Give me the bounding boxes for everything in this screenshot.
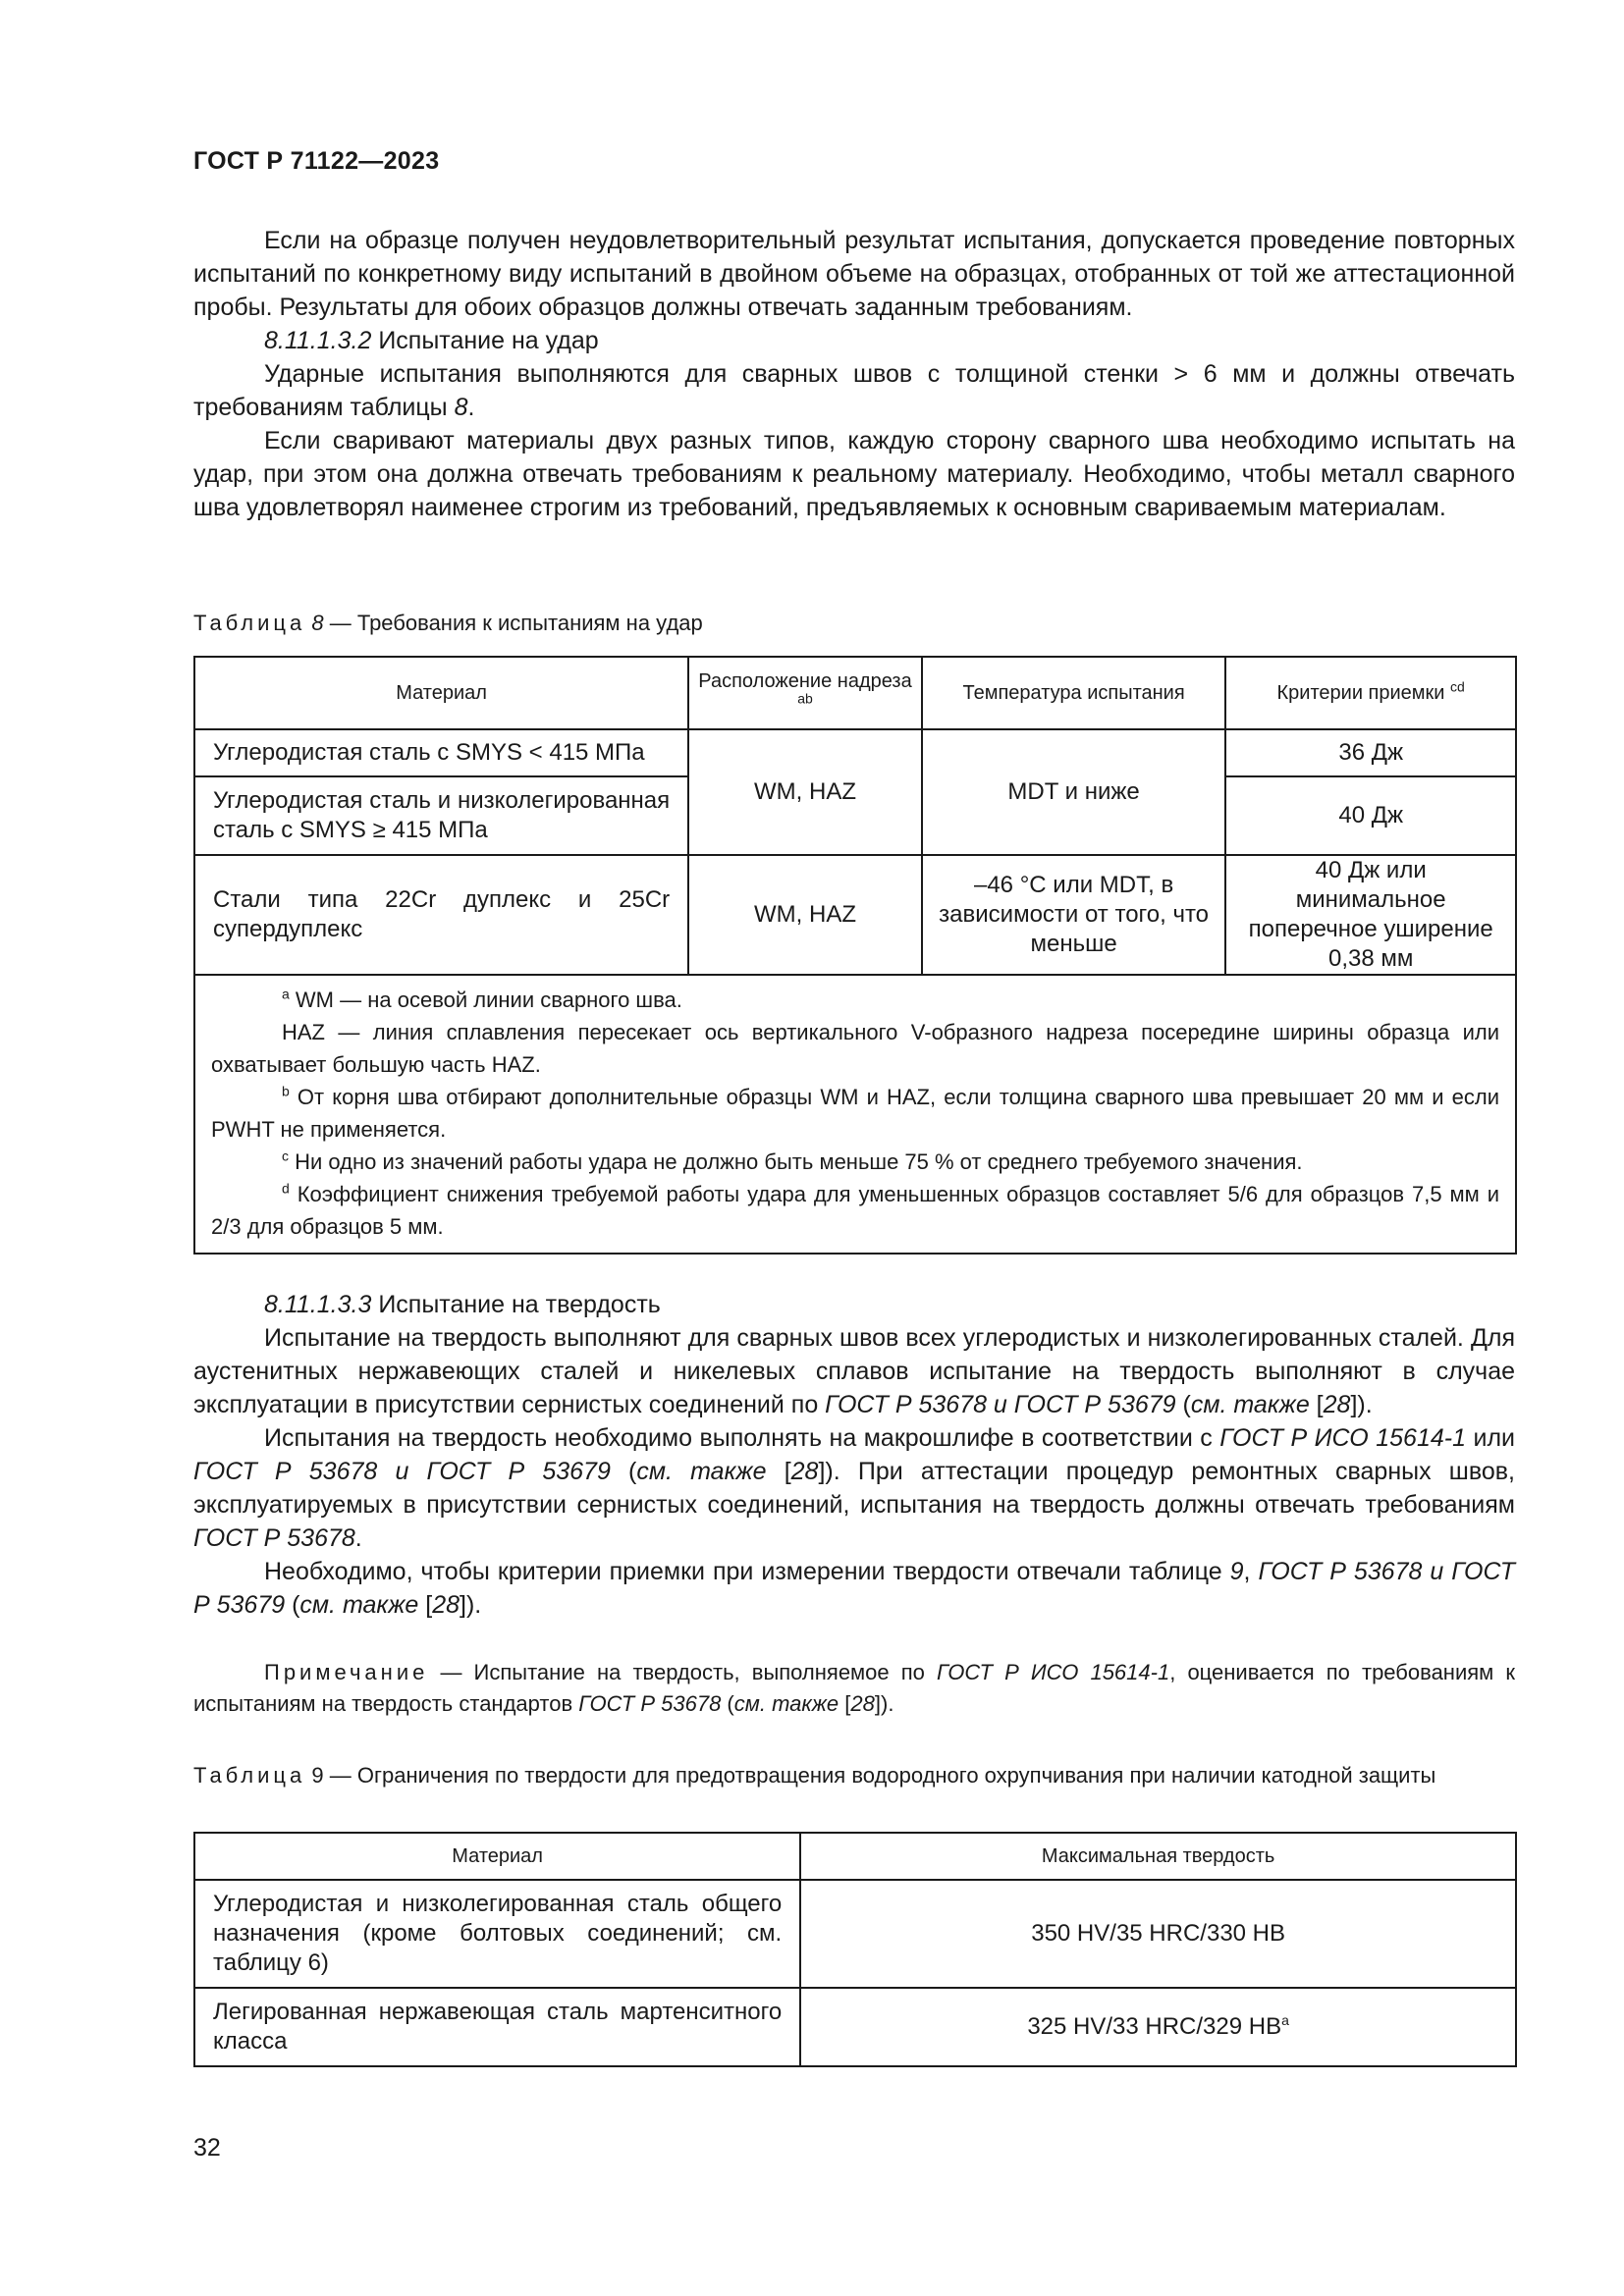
cell-temperature: –46 °С или MDT, в зависимости от того, что меньше — [922, 855, 1226, 975]
text-run: [ — [839, 1691, 851, 1716]
footnote-mark: b — [282, 1083, 290, 1099]
header-text: Расположение надреза — [698, 670, 912, 692]
header-notch — [688, 657, 922, 729]
caption-word: Таблица — [193, 611, 306, 635]
text-run: , оценивается по требованиям к испытаниям на твердость стандартов — [193, 1660, 1516, 1716]
footnote-mark: cd — [1450, 678, 1465, 695]
cell-temperature: MDT и ниже — [922, 729, 1226, 855]
footnote-text: WM — на осевой линии сварного шва. — [289, 988, 682, 1012]
table-row — [194, 1880, 1516, 1988]
footnote-mark: a — [282, 986, 290, 1002]
paragraph-dissimilar-materials: Если сваривают материалы двух разных типов, каждую сторону сварного шва необходимо испытать на удар, при этом она должна отвечать требованиям к реальному материалу. Необходимо, чтобы металл сварного шва удовлетворял наименее строгим из требований, предъявляемых к основным свариваемым материалам. — [193, 427, 1515, 521]
paragraph-impact-tests — [193, 357, 1515, 424]
subsection-heading-impact — [193, 324, 1515, 357]
caption-text: — Требования к испытаниям на удар — [323, 611, 703, 635]
text-run: ( — [285, 1591, 300, 1619]
table8-caption — [193, 609, 1515, 638]
text-run: Испытание на твердость выполняют для сварных швов всех углеродистых и низколегированных сталей. Для аустенитных нержавеющих сталей и никелевых сплавов испытание на твердость выполняют в случае эксплуатации в присутствии сернистых соединений по — [193, 1324, 1515, 1418]
note-block — [193, 1657, 1515, 1720]
cell-material: Стали типа 22Cr дуплекс и 25Cr супердуплекс — [194, 855, 688, 975]
table9 — [193, 1832, 1515, 2067]
footnote-a-continued: HAZ — линия сплавления пересекает ось вертикального V-образного надреза посередине ширины образца или охватывает большую часть HAZ. — [211, 1020, 1499, 1077]
footnote-text: Коэффициент снижения требуемой работы удара для уменьшенных образцов составляет 5/6 для образцов 7,5 мм и 2/3 для образцов 5 мм. — [211, 1182, 1499, 1239]
table-footnotes-row — [194, 975, 1516, 1254]
footnote-b — [211, 1081, 1499, 1146]
text-run: или — [1465, 1424, 1515, 1452]
cell-criteria: 36 Дж — [1225, 729, 1516, 776]
cell-hardness — [800, 1988, 1516, 2066]
text-run: Необходимо, чтобы критерии приемки при измерении твердости отвечали таблице — [264, 1558, 1230, 1585]
text-run: Ударные испытания выполняются для сварных швов с толщиной стенки > 6 мм и должны отвечать требованиям таблицы — [193, 360, 1515, 421]
text-run: ]). — [874, 1691, 894, 1716]
citation: 28 — [850, 1691, 875, 1716]
header-temperature: Температура испытания — [922, 657, 1226, 729]
table-reference: 8 — [454, 394, 468, 421]
standard-reference: ГОСТ Р 53678 — [578, 1691, 722, 1716]
citation: 28 — [432, 1591, 460, 1619]
table-header-row — [194, 657, 1516, 729]
table-row — [194, 1988, 1516, 2066]
subsection-title: Испытание на удар — [378, 327, 599, 354]
paragraph-hardness-method — [193, 1421, 1515, 1555]
table8 — [193, 656, 1515, 1255]
header-hardness: Максимальная твердость — [800, 1833, 1516, 1880]
paragraph-hardness-scope — [193, 1321, 1515, 1421]
cell-material: Углеродистая сталь с SMYS < 415 МПа — [194, 729, 688, 776]
table-row — [194, 729, 1516, 776]
hardness-section — [193, 1288, 1515, 1622]
document-header: ГОСТ Р 71122—2023 — [193, 147, 440, 175]
table-row — [194, 855, 1516, 975]
standard-reference: ГОСТ Р 53678 и ГОСТ Р 53679 — [193, 1458, 611, 1485]
text-run: [ — [1309, 1391, 1324, 1418]
standard-reference: ГОСТ Р ИСО 15614-1 — [1219, 1424, 1466, 1452]
standard-reference: ГОСТ Р 53678 и ГОСТ Р 53679 — [825, 1391, 1176, 1418]
text-run: . — [467, 394, 475, 421]
citation: 28 — [790, 1458, 819, 1485]
table-header-row — [194, 1833, 1516, 1880]
intro-section — [193, 224, 1515, 524]
standard-reference: ГОСТ Р ИСО 15614-1 — [937, 1660, 1170, 1684]
cell-notch: WM, HAZ — [688, 855, 922, 975]
caption-word: Таблица — [193, 1763, 306, 1788]
caption-text: 9 — Ограничения по твердости для предотвращения водородного охрупчивания при наличии катодной защиты — [305, 1763, 1436, 1788]
text-run: [ — [766, 1458, 791, 1485]
header-text: Критерии приемки — [1276, 682, 1445, 704]
text-run: ( — [610, 1458, 637, 1485]
text-run: ]). При аттестации процедур ремонтных сварных швов, эксплуатируемых в присутствии сернистых соединений, испытания на твердость должны отвечать требованиям — [193, 1458, 1515, 1519]
header-material: Материал — [194, 657, 688, 729]
paragraph-hardness-criteria — [193, 1555, 1515, 1622]
standard-reference: ГОСТ Р 53678 и ГОСТ Р 53679 — [193, 1558, 1515, 1619]
note-paragraph — [193, 1657, 1515, 1720]
text-run: ( — [1175, 1391, 1191, 1418]
citation: 28 — [1323, 1391, 1351, 1418]
text-run: см. также — [733, 1691, 839, 1716]
text-run: см. также — [299, 1591, 419, 1619]
cell-material: Углеродистая и низколегированная сталь общего назначения (кроме болтовых соединений; см. таблицу 6) — [194, 1880, 800, 1988]
footnote-mark: ab — [797, 690, 813, 707]
text-run: , — [1243, 1558, 1259, 1585]
text-run: ]). — [1350, 1391, 1373, 1418]
footnote-mark: a — [1281, 2012, 1289, 2028]
cell-hardness: 350 HV/35 HRC/330 HB — [800, 1880, 1516, 1988]
paragraph-retest: Если на образце получен неудовлетворительный результат испытания, допускается проведение повторных испытаний по конкретному виду испытаний в двойном объеме на образцах, отобранных от той же аттестационной пробы. Результаты для обоих образцов должны отвечать заданным требованиям. — [193, 227, 1515, 321]
text-run: см. также — [1190, 1391, 1310, 1418]
text-run: [ — [418, 1591, 433, 1619]
cell-material: Легированная нержавеющая сталь мартенситного класса — [194, 1988, 800, 2066]
text-run: — Испытание на твердость, выполняемое по — [428, 1660, 938, 1684]
header-material: Материал — [194, 1833, 800, 1880]
subsection-number: 8.11.1.3.2 — [264, 327, 372, 354]
footnote-text: Ни одно из значений работы удара не должно быть меньше 75 % от среднего требуемого значения. — [289, 1149, 1303, 1174]
subsection-number: 8.11.1.3.3 — [264, 1291, 372, 1318]
cell-criteria: 40 Дж или минимальное поперечное уширение 0,38 мм — [1225, 855, 1516, 975]
page-number: 32 — [193, 2134, 221, 2162]
subsection-title: Испытание на твердость — [378, 1291, 661, 1318]
table-footnotes — [194, 975, 1516, 1254]
footnote-mark: d — [282, 1180, 290, 1197]
caption-number: 8 — [311, 611, 324, 635]
note-label: Примечание — [264, 1660, 429, 1684]
text-run: ]). — [460, 1591, 482, 1619]
text-run: ( — [721, 1691, 734, 1716]
cell-criteria: 40 Дж — [1225, 776, 1516, 855]
text-run: см. также — [636, 1458, 767, 1485]
text-run: Испытания на твердость необходимо выполнять на макрошлифе в соответствии с — [264, 1424, 1220, 1452]
standard-reference: ГОСТ Р 53678 — [193, 1524, 355, 1552]
subsection-heading-hardness — [193, 1288, 1515, 1321]
table-reference: 9 — [1229, 1558, 1244, 1585]
footnote-a — [211, 984, 1499, 1016]
text-run: . — [354, 1524, 362, 1552]
cell-material: Углеродистая сталь и низколегированная сталь с SMYS ≥ 415 МПа — [194, 776, 688, 855]
cell-text: 325 HV/33 HRC/329 HB — [1027, 2013, 1282, 2040]
footnote-mark: c — [282, 1148, 289, 1164]
footnote-text: От корня шва отбирают дополнительные образцы WM и HAZ, если толщина сварного шва превышает 20 мм и если PWHT не применяется. — [211, 1085, 1499, 1142]
header-criteria — [1225, 657, 1516, 729]
cell-notch: WM, HAZ — [688, 729, 922, 855]
footnote-c — [211, 1146, 1499, 1178]
footnote-d — [211, 1178, 1499, 1243]
table9-caption — [193, 1761, 1515, 1790]
